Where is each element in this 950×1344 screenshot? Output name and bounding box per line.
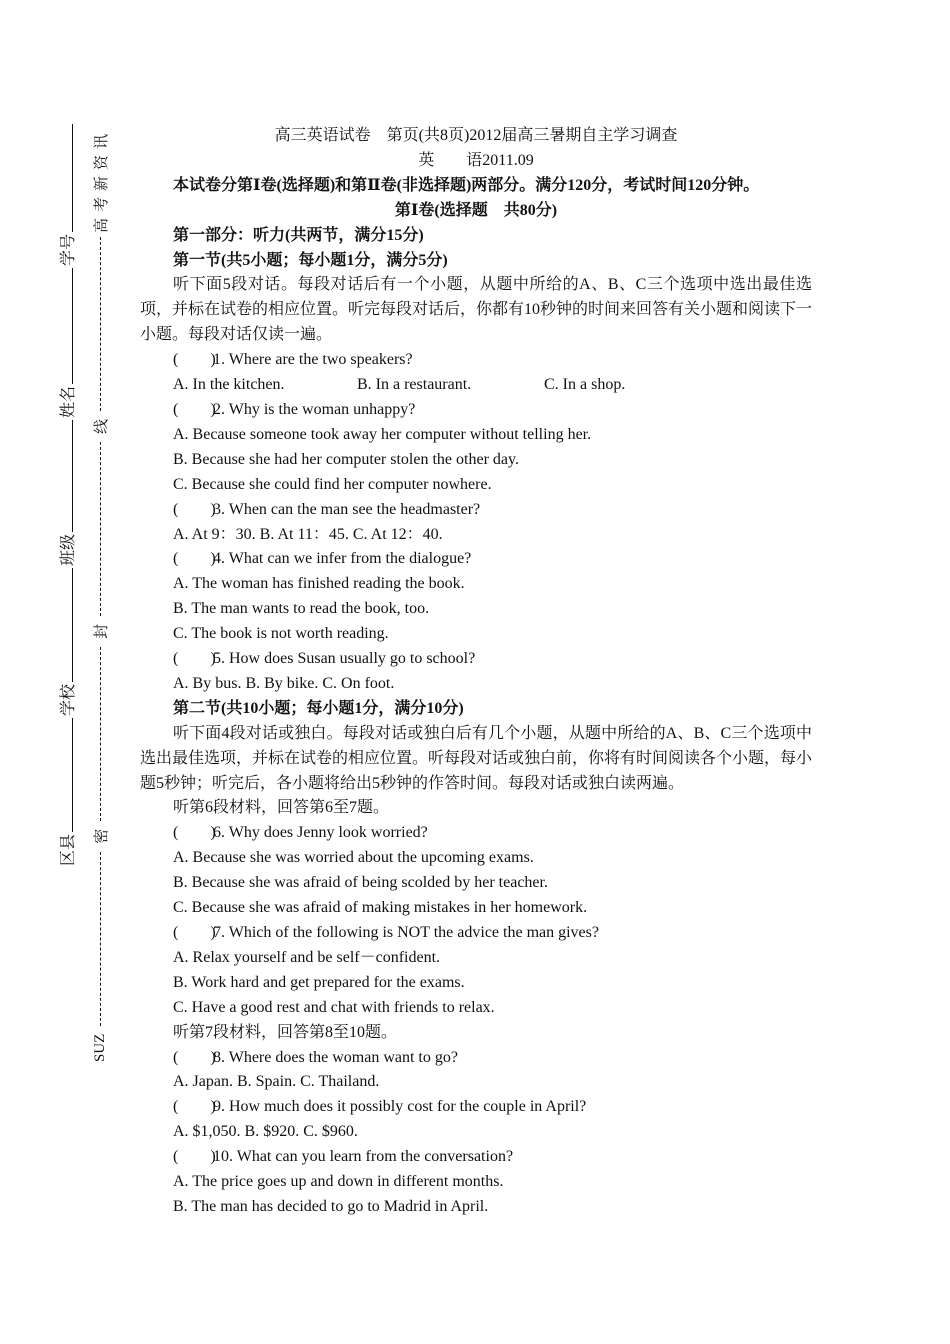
field-label: 学校 — [59, 683, 77, 716]
question-stem — [140, 1046, 812, 1071]
question-text: 9. How much does it possibly cost for the couple in April? — [213, 1098, 587, 1116]
option-c: C. Because she could find her computer nowhere. — [173, 475, 492, 493]
field-blank — [60, 268, 73, 384]
section-directions: 听下面4段对话或独白。每段对话或独白后有几个小题，从题中所给的A、B、C三个选项中选出最佳选项，并标在试卷的相应位置。听每段对话或独白前，你将有时间阅读各个小题，每小题5秒钟；听完后，各小题将给出5秒钟的作答时间。每段对话或独白读两遍。 — [140, 724, 813, 792]
seal-dash — [100, 442, 101, 616]
section-directions: 听下面5段对话。每段对话后有一个小题，从题中所给的A、B、C三个选项中选出最佳选项，并标在试卷的相应位置。听完每段对话后，你都有10秒钟的时间来回答有关小题和阅读下一小题。每段对话仅读一遍。 — [140, 276, 813, 344]
seal-dash — [100, 237, 101, 411]
option-row: A. At 9：30. B. At 11：45. C. At 12：40. — [173, 525, 443, 543]
option-b: B. In a restaurant. — [357, 376, 472, 394]
answer-blank[interactable]: ( ) — [173, 1098, 216, 1116]
seal-word-line: 线 — [93, 418, 110, 434]
field-label: 姓名 — [59, 385, 77, 418]
question-text: 8. Where does the woman want to go? — [213, 1048, 458, 1066]
question-text: 4. What can we infer from the dialogue? — [213, 550, 472, 568]
question-text: 6. Why does Jenny look worried? — [213, 824, 428, 842]
field-blank — [60, 568, 73, 682]
field-student-number — [55, 124, 78, 268]
part-title: 第一部分：听力(共两节，满分15分) — [173, 226, 424, 244]
answer-blank[interactable]: ( ) — [173, 824, 216, 842]
question-text: 10. What can you learn from the conversation? — [213, 1148, 514, 1166]
answer-blank[interactable]: ( ) — [173, 924, 216, 941]
field-label: 学号 — [59, 233, 77, 266]
volume-title: 第Ⅰ卷(选择题 共80分) — [394, 201, 558, 219]
option-c: C. Because she was afraid of making mistakes in her homework. — [173, 899, 588, 917]
option-c: C. Have a good rest and chat with friends to relax. — [173, 998, 495, 1016]
field-blank — [60, 718, 73, 832]
seal-line-column — [80, 124, 120, 1062]
question-text: 3. When can the man see the headmaster? — [213, 500, 481, 518]
exam-content — [140, 124, 812, 1220]
option-row: A. Japan. B. Spain. C. Thailand. — [173, 1073, 380, 1091]
answer-blank[interactable]: ( ) — [173, 550, 216, 568]
material-note: 听第7段材料，回答第8至10题。 — [173, 1023, 398, 1041]
option-a: A. The price goes up and down in different months. — [173, 1173, 504, 1191]
option-row: A. $1,050. B. $920. C. $960. — [173, 1123, 358, 1141]
subject-title: 英 语2011.09 — [418, 151, 534, 169]
answer-blank[interactable]: ( ) — [173, 1148, 216, 1166]
question-text: 2. Why is the woman unhappy? — [213, 400, 416, 418]
option-b: B. Because she was afraid of being scolded by her teacher. — [173, 874, 548, 892]
option-b: B. The man wants to read the book, too. — [173, 600, 430, 618]
page-header: 高三英语试卷 第页(共8页)2012届高三暑期自主学习调查 — [274, 127, 678, 144]
answer-blank[interactable]: ( ) — [173, 351, 216, 369]
field-label: 班级 — [59, 533, 77, 566]
option-c: C. The book is not worth reading. — [173, 625, 389, 643]
option-c: C. In a shop. — [544, 376, 626, 394]
seal-word-secret: 密 — [93, 828, 110, 844]
option-row: A. By bus. B. By bike. C. On foot. — [173, 674, 395, 692]
answer-blank[interactable]: ( ) — [173, 650, 216, 668]
option-b: B. The man has decided to go to Madrid in April. — [173, 1197, 489, 1215]
field-label: 区县 — [59, 833, 77, 866]
answer-blank[interactable]: ( ) — [173, 500, 216, 518]
field-class — [55, 420, 78, 568]
section-title: 第一节(共5小题；每小题1分，满分5分) — [173, 251, 448, 269]
paper-intro: 本试卷分第Ⅰ卷(选择题)和第Ⅱ卷(非选择题)两部分。满分120分，考试时间120分钟。 — [173, 176, 760, 194]
question-stem — [140, 921, 812, 946]
seal-dash — [100, 852, 101, 1026]
question-stem — [140, 821, 812, 846]
field-blank — [60, 420, 73, 532]
option-a: A. Because she was worried about the upcoming exams. — [173, 849, 534, 867]
field-name — [55, 268, 78, 420]
question-text: 5. How does Susan usually go to school? — [213, 650, 476, 668]
question-stem — [140, 348, 812, 373]
question-text: 1. Where are the two speakers? — [213, 351, 413, 369]
option-b: B. Because she had her computer stolen the other day. — [173, 450, 519, 468]
field-school — [55, 568, 78, 718]
corner-label: 高考新资讯 — [93, 128, 110, 234]
question-stem — [140, 398, 812, 423]
option-a: A. Relax yourself and be self－confident. — [173, 948, 441, 966]
field-district — [55, 718, 78, 868]
question-stem — [140, 647, 812, 672]
answer-blank[interactable]: ( ) — [173, 1048, 216, 1066]
option-a: A. Because someone took away her computer without telling her. — [173, 425, 592, 443]
option-row — [140, 373, 812, 398]
answer-blank[interactable]: ( ) — [173, 400, 216, 418]
option-a: A. In the kitchen. — [173, 376, 285, 394]
option-b: B. Work hard and get prepared for the exams. — [173, 973, 465, 991]
section-title: 第二节(共10小题；每小题1分，满分10分) — [173, 699, 464, 717]
field-blank — [60, 124, 73, 232]
question-stem — [140, 498, 812, 523]
seal-dash — [100, 647, 101, 821]
question-stem — [140, 1095, 812, 1120]
question-text: 7. Which of the following is NOT the advice the man gives? — [213, 924, 599, 941]
seal-word-seal: 封 — [93, 623, 110, 639]
code-label: SUZ — [91, 1033, 108, 1063]
question-stem — [140, 547, 812, 572]
option-a: A. The woman has finished reading the book. — [173, 575, 465, 593]
question-stem — [140, 1145, 812, 1170]
material-note: 听第6段材料，回答第6至7题。 — [173, 799, 390, 817]
